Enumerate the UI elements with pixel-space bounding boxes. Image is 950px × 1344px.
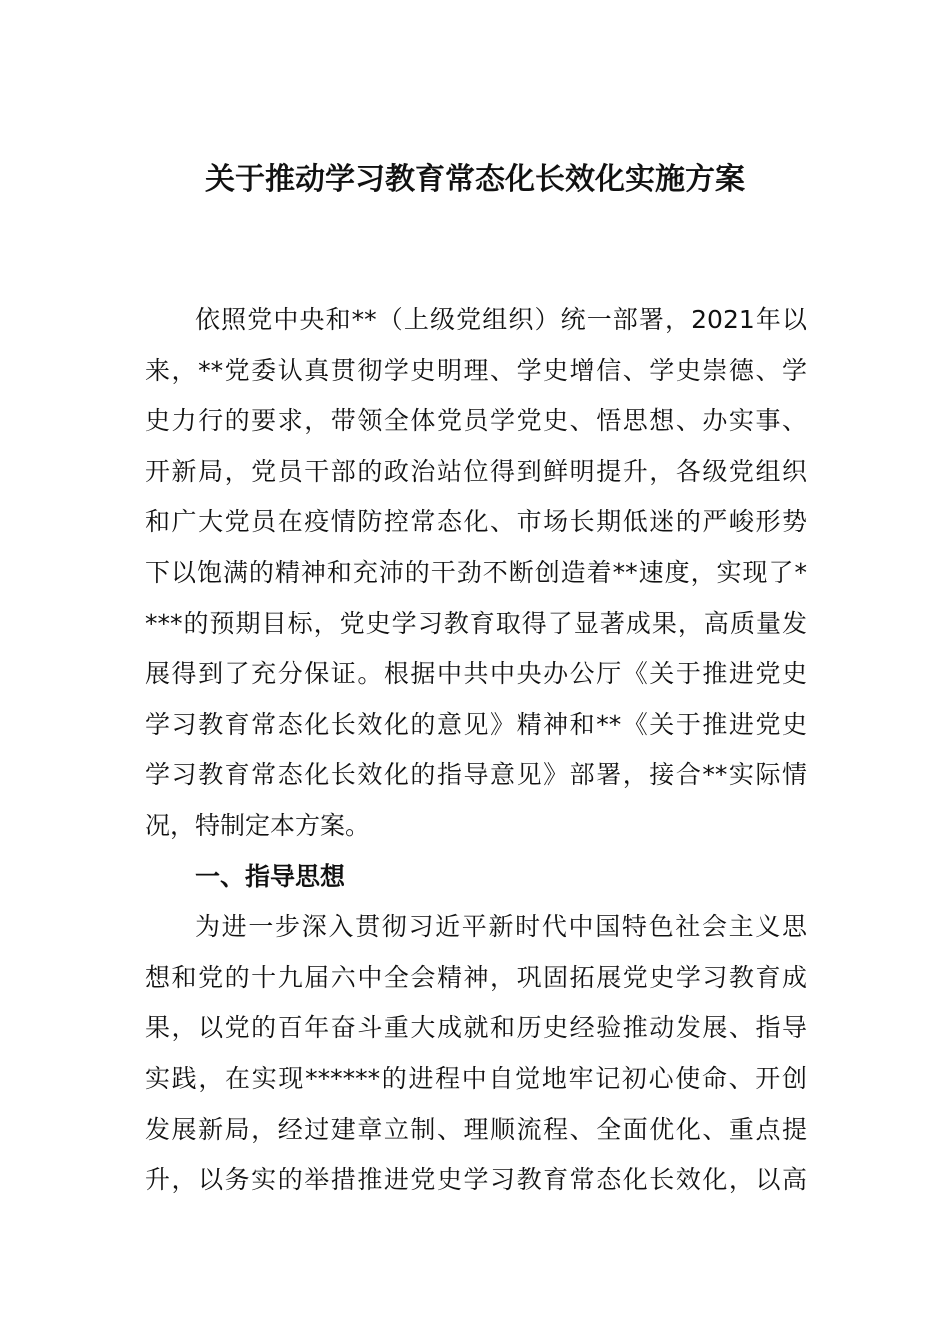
paragraph-line: 学习教育常态化长效化的指导意见》部署，接合**实际情 bbox=[145, 760, 807, 790]
paragraph-line: 来，**党委认真贯彻学史明理、学史增信、学史崇德、学 bbox=[145, 355, 807, 385]
paragraph-line: 依照党中央和**（上级党组织）统一部署，2021年以 bbox=[195, 305, 807, 334]
paragraph-line: 升，以务实的举措推进党史学习教育常态化长效化，以高 bbox=[145, 1165, 807, 1195]
paragraph-line: 学习教育常态化长效化的意见》精神和**《关于推进党史 bbox=[145, 709, 807, 739]
paragraph-line: 实践，在实现******的进程中自觉地牢记初心使命、开创 bbox=[145, 1063, 807, 1093]
section-heading-guiding-ideology: 一、指导思想 bbox=[195, 861, 346, 891]
paragraph-line: 发展新局，经过建章立制、理顺流程、全面优化、重点提 bbox=[145, 1114, 807, 1144]
paragraph-line: 开新局，党员干部的政治站位得到鲜明提升，各级党组织 bbox=[145, 456, 807, 486]
paragraph-line: 展得到了充分保证。根据中共中央办公厅《关于推进党史 bbox=[145, 659, 807, 689]
paragraph-line: 为进一步深入贯彻习近平新时代中国特色社会主义思 bbox=[195, 912, 807, 942]
paragraph-line: 史力行的要求，带领全体党员学党史、悟思想、办实事、 bbox=[145, 406, 807, 436]
paragraph-line: 况，特制定本方案。 bbox=[145, 810, 371, 840]
paragraph-line: 想和党的十九届六中全会精神，巩固拓展党史学习教育成 bbox=[145, 962, 807, 992]
paragraph-intro bbox=[145, 295, 807, 852]
paragraph-line: 果，以党的百年奋斗重大成就和历史经验推动发展、指导 bbox=[145, 1013, 807, 1043]
paragraph-guiding-ideology bbox=[145, 902, 807, 1206]
paragraph-line: ***的预期目标，党史学习教育取得了显著成果，高质量发 bbox=[145, 608, 807, 638]
document-body bbox=[145, 295, 807, 1206]
paragraph-line: 下以饱满的精神和充沛的干劲不断创造着**速度，实现了* bbox=[145, 557, 807, 587]
paragraph-line: 和广大党员在疫情防控常态化、市场长期低迷的严峻形势 bbox=[145, 507, 807, 537]
document-title: 关于推动学习教育常态化长效化实施方案 bbox=[205, 162, 745, 197]
